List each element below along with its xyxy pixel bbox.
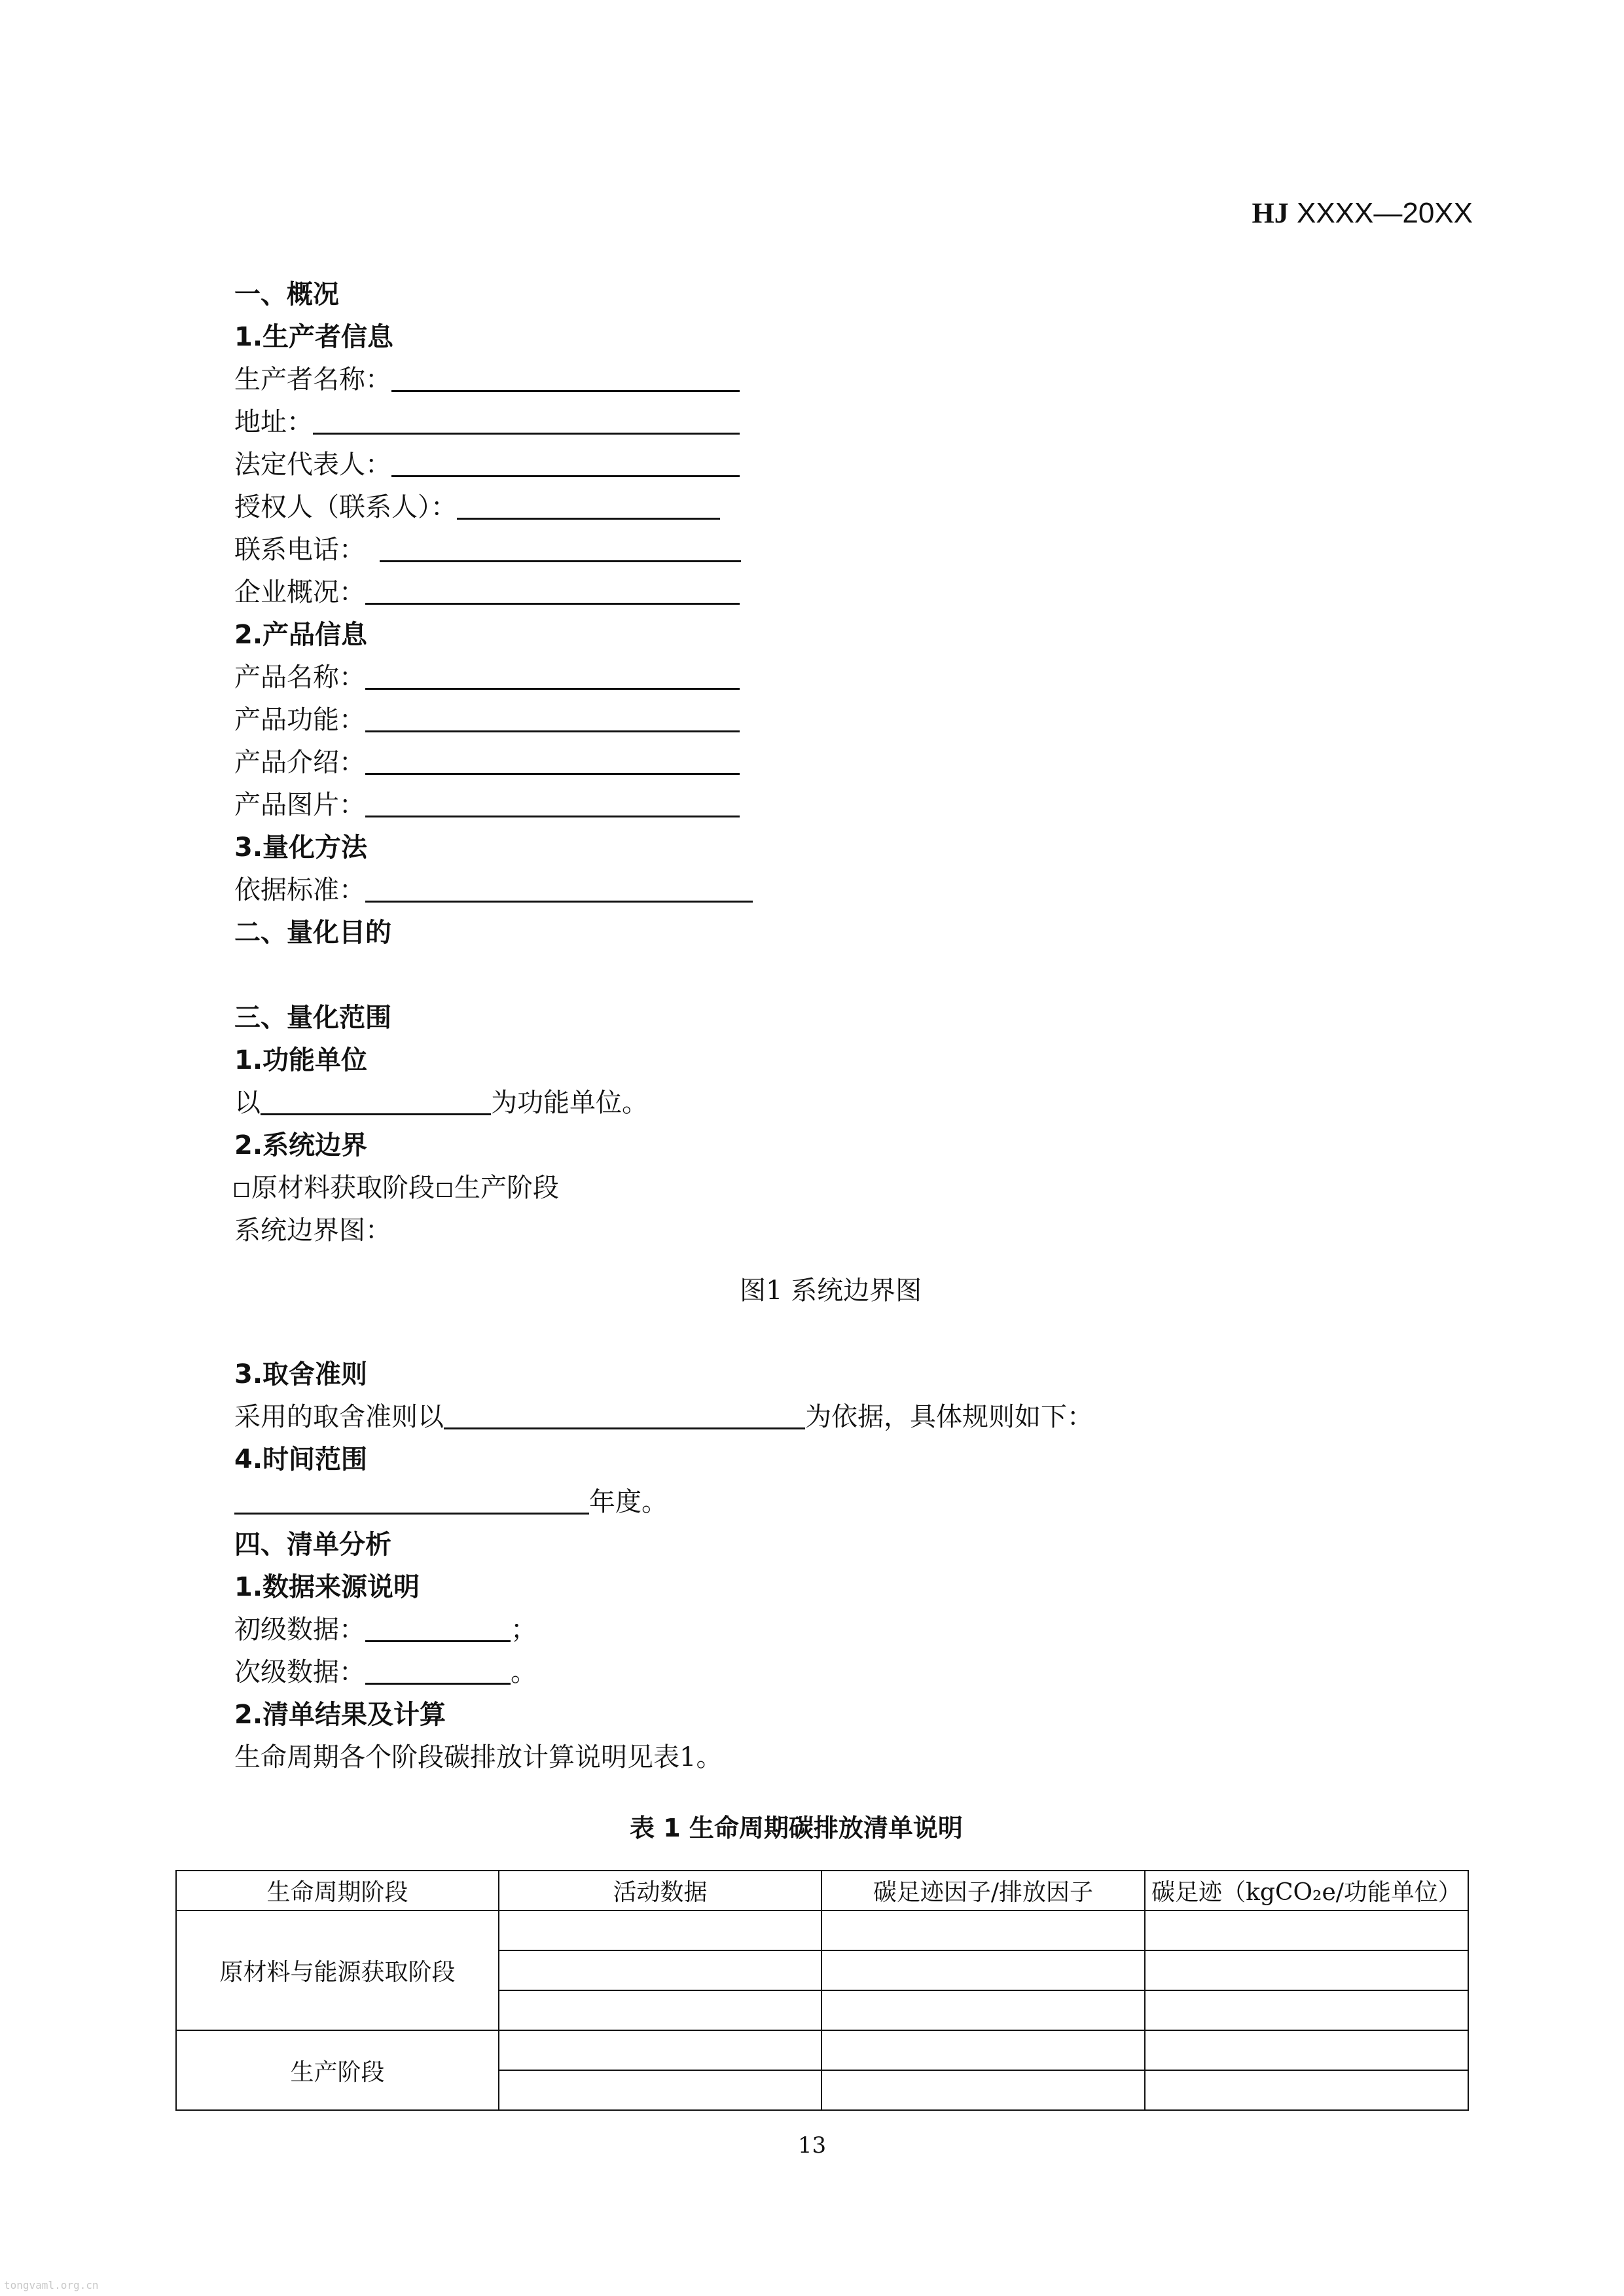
table-cell[interactable] — [1145, 2030, 1468, 2070]
section-3-4-title: 4.时间范围 — [234, 1444, 368, 1475]
cutoff-suffix: 为依据，具体规则如下： — [805, 1402, 1093, 1432]
document-code-prefix: HJ — [1252, 197, 1289, 229]
table-cell[interactable] — [499, 1910, 821, 1950]
product-name-blank[interactable] — [365, 659, 740, 690]
basis-label: 依据标准： — [234, 875, 365, 905]
boundary-option-production: 生产阶段 — [454, 1173, 559, 1203]
product-image-label: 产品图片： — [234, 790, 365, 820]
table-caption: 表 1 生命周期碳排放清单说明 — [630, 1814, 963, 1842]
legal-rep-blank[interactable] — [391, 446, 740, 477]
address-label: 地址： — [234, 407, 313, 437]
primary-data-end: ； — [511, 1615, 537, 1645]
basis-blank[interactable] — [365, 872, 753, 903]
section-1-3-title: 3.量化方法 — [234, 833, 368, 863]
section-1-title: 一、概况 — [234, 279, 339, 310]
phone-blank[interactable] — [380, 531, 741, 562]
phone-label: 联系电话： — [234, 535, 365, 565]
product-image-blank[interactable] — [365, 787, 740, 817]
checkbox-production[interactable] — [437, 1183, 452, 1197]
section-2-title: 二、量化目的 — [234, 918, 391, 948]
section-4-1-title: 1.数据来源说明 — [234, 1572, 420, 1602]
product-intro-row — [234, 744, 740, 781]
legal-rep-label: 法定代表人： — [234, 450, 391, 480]
cutoff-row — [234, 1399, 1093, 1435]
time-range-suffix: 年度。 — [589, 1487, 668, 1517]
cutoff-blank[interactable] — [444, 1399, 805, 1429]
product-intro-blank[interactable] — [365, 744, 740, 775]
table-cell[interactable] — [821, 2030, 1145, 2070]
functional-unit-row — [234, 1085, 648, 1121]
section-4-2-title: 2.清单结果及计算 — [234, 1700, 446, 1730]
product-function-row — [234, 702, 740, 738]
secondary-data-label: 次级数据： — [234, 1657, 365, 1687]
authorized-label: 授权人（联系人）： — [234, 492, 457, 522]
checkbox-raw-material[interactable] — [234, 1183, 249, 1197]
section-4-title: 四、清单分析 — [234, 1530, 391, 1560]
product-intro-label: 产品介绍： — [234, 747, 365, 778]
authorized-blank[interactable] — [457, 489, 720, 520]
table-cell[interactable] — [499, 2070, 821, 2110]
product-function-blank[interactable] — [365, 702, 740, 732]
emission-inventory-table — [175, 1870, 1469, 2111]
stage-production: 生产阶段 — [176, 2030, 499, 2110]
header-emission-factor: 碳足迹因子/排放因子 — [821, 1871, 1145, 1910]
address-blank[interactable] — [313, 404, 740, 435]
table-cell[interactable] — [1145, 2070, 1468, 2110]
header-activity-data: 活动数据 — [499, 1871, 821, 1910]
section-3-3-title: 3.取舍准则 — [234, 1359, 368, 1390]
functional-unit-prefix: 以 — [234, 1088, 261, 1118]
table-cell[interactable] — [499, 1950, 821, 1990]
section-1-1-title: 1.生产者信息 — [234, 322, 394, 352]
document-code — [1106, 196, 1473, 230]
producer-name-row — [234, 361, 740, 398]
table-cell[interactable] — [821, 1950, 1145, 1990]
product-name-label: 产品名称： — [234, 662, 365, 692]
primary-data-label: 初级数据： — [234, 1615, 365, 1645]
time-range-row — [234, 1484, 668, 1520]
secondary-data-blank[interactable] — [365, 1654, 511, 1685]
time-range-blank[interactable] — [234, 1484, 589, 1515]
company-label: 企业概况： — [234, 577, 365, 607]
basis-row — [234, 872, 753, 908]
table-cell[interactable] — [499, 1990, 821, 2030]
producer-name-blank[interactable] — [391, 361, 740, 392]
header-carbon-footprint: 碳足迹（kgCO₂e/功能单位） — [1145, 1871, 1468, 1910]
table-cell[interactable] — [1145, 1990, 1468, 2030]
table-cell[interactable] — [1145, 1950, 1468, 1990]
cutoff-prefix: 采用的取舍准则以 — [234, 1402, 444, 1432]
figure-caption: 图1 系统边界图 — [740, 1276, 922, 1306]
secondary-data-end: 。 — [511, 1657, 537, 1687]
secondary-data-row — [234, 1654, 537, 1691]
document-code-number: XXXX—20XX — [1296, 197, 1473, 229]
header-lifecycle-stage: 生命周期阶段 — [176, 1871, 499, 1910]
table-row — [176, 1910, 1468, 1950]
watermark: tongvaml.org.cn — [4, 2279, 99, 2291]
primary-data-row — [234, 1611, 537, 1648]
table-cell[interactable] — [821, 2070, 1145, 2110]
boundary-diagram-label: 系统边界图： — [234, 1215, 391, 1246]
phone-row — [234, 531, 741, 568]
table-row — [176, 2030, 1468, 2070]
page-number: 13 — [797, 2132, 827, 2159]
legal-rep-row — [234, 446, 740, 483]
address-row — [234, 404, 740, 440]
table-cell[interactable] — [821, 1910, 1145, 1950]
section-3-1-title: 1.功能单位 — [234, 1045, 368, 1075]
section-3-title: 三、量化范围 — [234, 1003, 391, 1033]
stage-raw-material-energy: 原材料与能源获取阶段 — [176, 1910, 499, 2030]
table-header-row — [176, 1871, 1468, 1910]
company-blank[interactable] — [365, 574, 740, 605]
boundary-option-raw-material: 原材料获取阶段 — [251, 1173, 435, 1203]
product-function-label: 产品功能： — [234, 705, 365, 735]
company-row — [234, 574, 740, 611]
functional-unit-suffix: 为功能单位。 — [491, 1088, 648, 1118]
boundary-options-row — [234, 1170, 559, 1206]
product-image-row — [234, 787, 740, 823]
section-1-2-title: 2.产品信息 — [234, 620, 368, 650]
table-cell[interactable] — [499, 2030, 821, 2070]
calc-description: 生命周期各个阶段碳排放计算说明见表1。 — [234, 1742, 723, 1772]
product-name-row — [234, 659, 740, 696]
table-cell[interactable] — [1145, 1910, 1468, 1950]
section-3-2-title: 2.系统边界 — [234, 1130, 368, 1160]
primary-data-blank[interactable] — [365, 1611, 511, 1642]
functional-unit-blank[interactable] — [261, 1085, 491, 1115]
table-cell[interactable] — [821, 1990, 1145, 2030]
producer-name-label: 生产者名称： — [234, 365, 391, 395]
authorized-row — [234, 489, 720, 526]
